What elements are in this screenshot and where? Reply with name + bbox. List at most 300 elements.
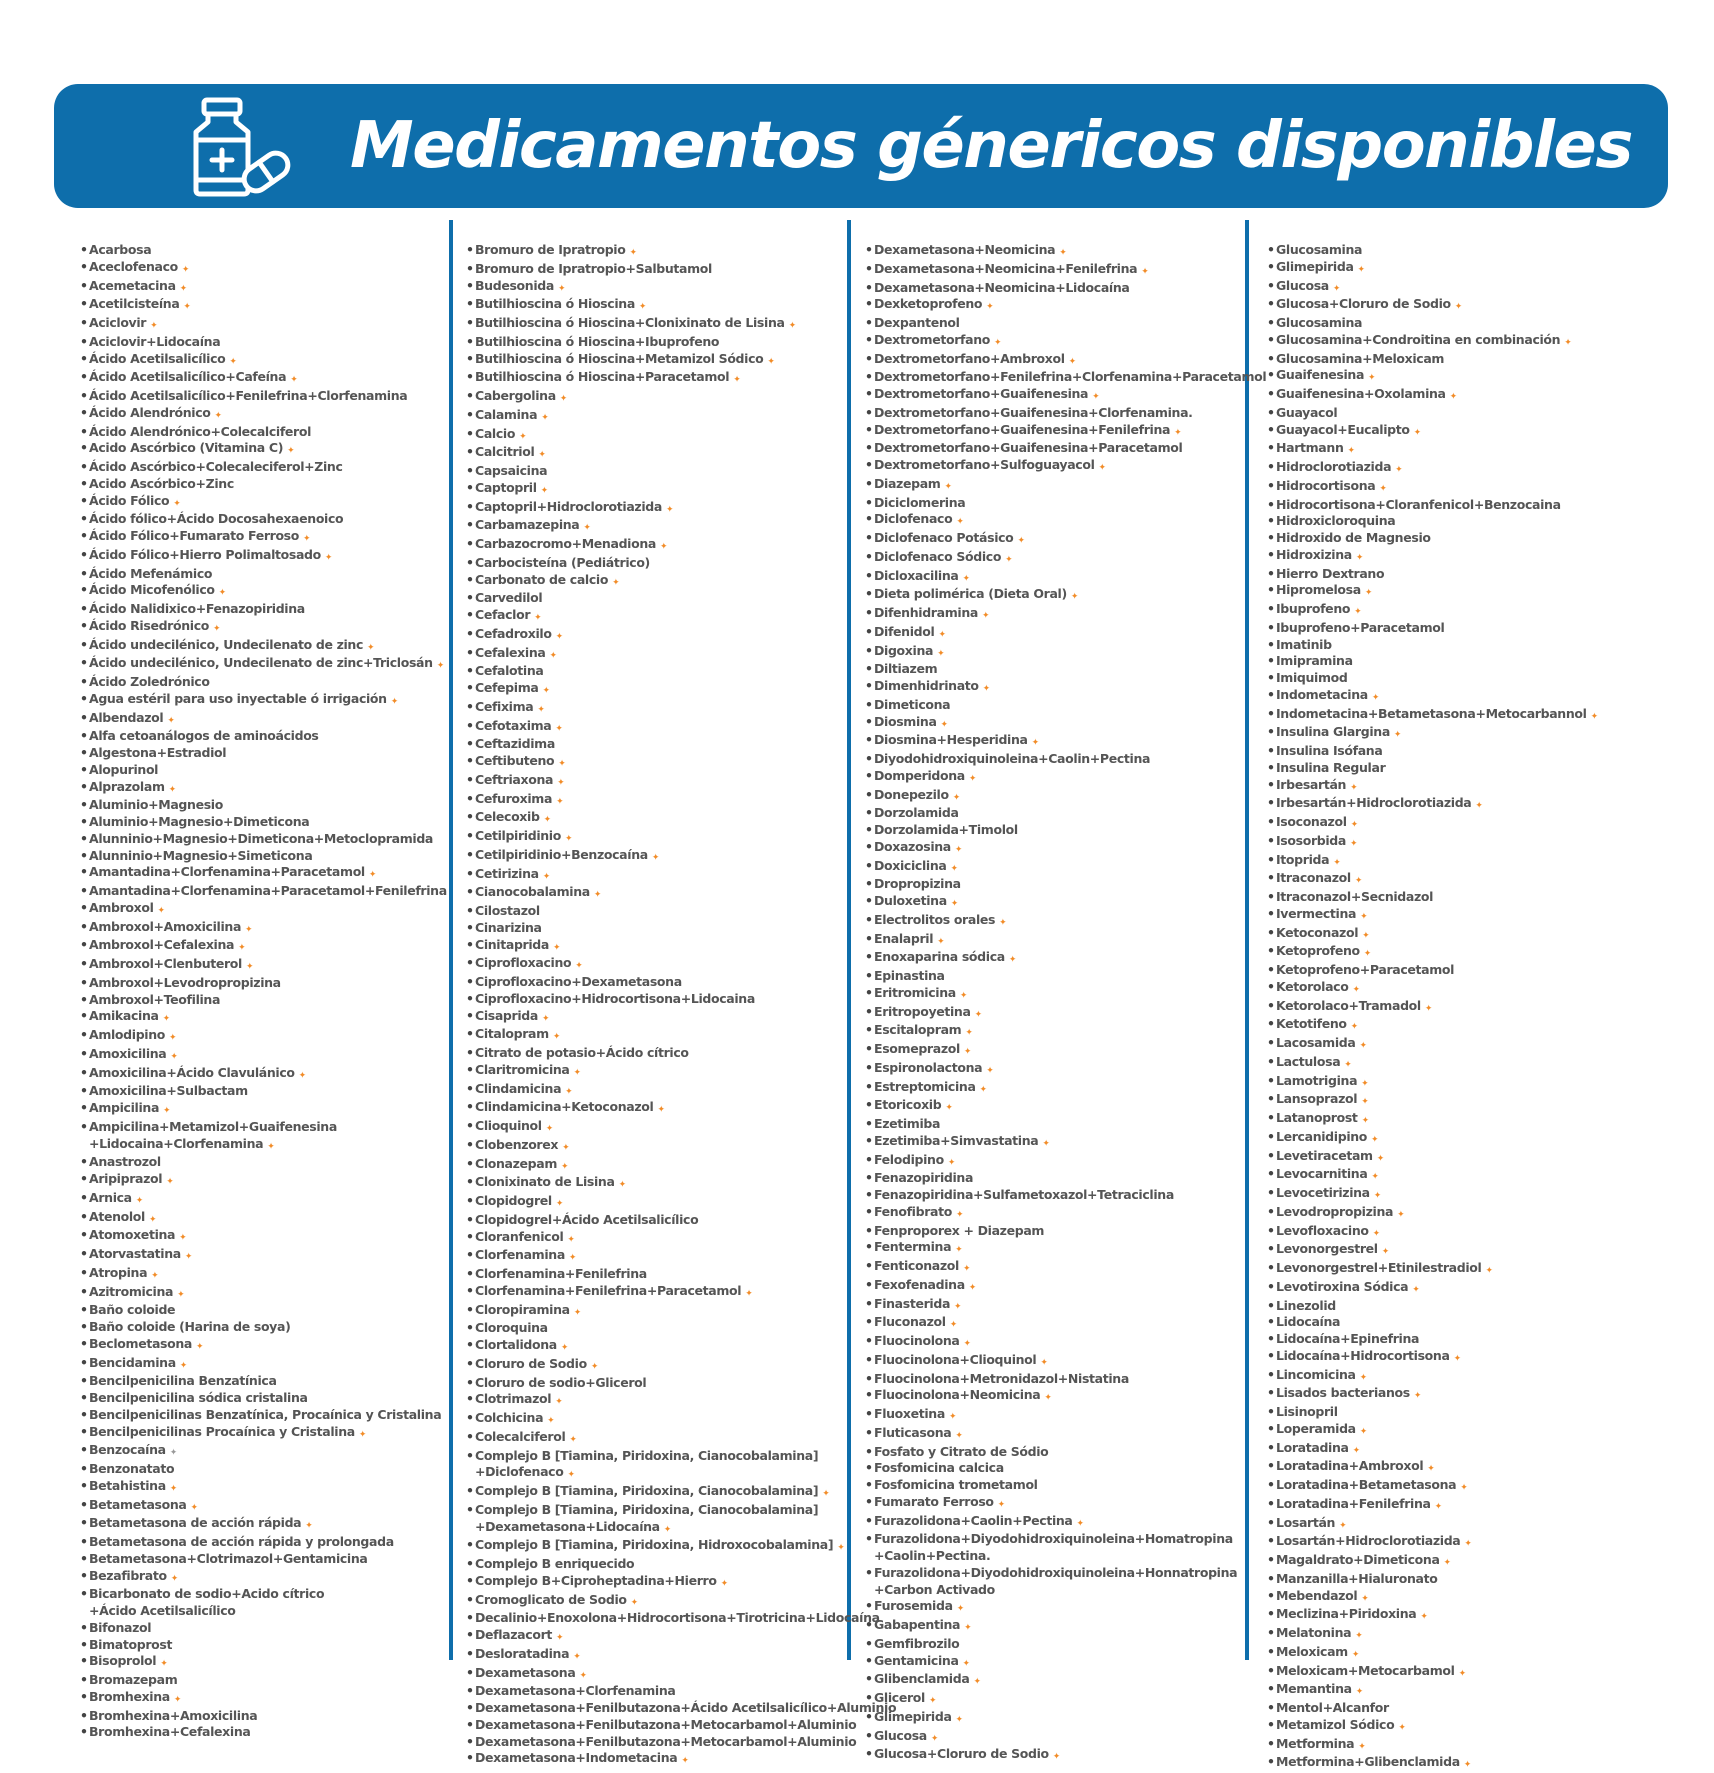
star-icon: ✦ xyxy=(183,302,191,313)
medication-name: Atomoxetina xyxy=(89,1227,176,1243)
medication-name: Agua estéril para uso inyectable ó irrigación xyxy=(89,690,387,706)
star-icon: ✦ xyxy=(542,686,550,696)
medication-name: Hipromelosa xyxy=(1276,582,1361,598)
medication-name: Meclizina+Piridoxina xyxy=(1276,1606,1417,1622)
medication-name: Itoprida xyxy=(1276,851,1330,867)
star-icon: ✦ xyxy=(162,1014,170,1025)
medication-item xyxy=(1267,1091,1598,1110)
medication-item xyxy=(1267,1073,1598,1092)
medication-item xyxy=(466,1700,896,1717)
medication-name: Fluoxetina xyxy=(874,1406,945,1421)
medication-name: Felodipino xyxy=(874,1151,944,1167)
star-icon: ✦ xyxy=(1453,1353,1461,1364)
medication-name: Levetiracetam xyxy=(1276,1147,1373,1163)
star-icon: ✦ xyxy=(1449,392,1457,402)
medication-item xyxy=(80,1551,447,1568)
medication-item xyxy=(1267,1421,1598,1440)
medication-item xyxy=(865,1565,1266,1582)
medication-name: Fluocinolona+Neomicina xyxy=(874,1387,1041,1403)
medication-name: Domperidona xyxy=(874,767,965,783)
medication-item xyxy=(80,278,447,297)
medication-name: Bencilpenicilinas Procaínica y Cristalina xyxy=(89,1423,355,1439)
medication-item xyxy=(466,1519,896,1538)
star-icon: ✦ xyxy=(955,1245,963,1256)
star-icon: ✦ xyxy=(179,1233,187,1244)
medication-name: Ketoprofeno xyxy=(1276,943,1360,959)
medication-item xyxy=(80,779,447,798)
medication-name: Furazolidona+Caolin+Pectina xyxy=(874,1512,1073,1528)
medication-item xyxy=(80,242,447,259)
medication-item xyxy=(466,334,896,351)
medication-item xyxy=(1267,1533,1598,1552)
medication-item xyxy=(1267,1035,1598,1054)
medication-name: Lactulosa xyxy=(1276,1053,1341,1069)
medication-name: Fosfomicina trometamol xyxy=(874,1477,1038,1492)
medication-item xyxy=(1267,1348,1598,1367)
medication-name: Diclofenaco Potásico xyxy=(874,530,1014,545)
medication-item xyxy=(1267,547,1598,566)
medication-item xyxy=(466,1410,896,1429)
medication-name: Bromazepam xyxy=(89,1672,178,1687)
star-icon: ✦ xyxy=(950,899,958,909)
medication-name: Anastrozol xyxy=(89,1154,161,1170)
star-icon: ✦ xyxy=(303,534,311,544)
star-icon: ✦ xyxy=(937,648,945,659)
medication-item xyxy=(466,753,896,772)
medication-name: Acido Ascórbico+Zinc xyxy=(89,475,234,491)
medication-item xyxy=(1267,1681,1598,1700)
medication-item xyxy=(466,884,896,903)
medication-name: Ketorolaco xyxy=(1276,978,1349,994)
star-icon: ✦ xyxy=(1398,1722,1406,1733)
medication-name: Butilhioscina ó Hioscina+Paracetamol xyxy=(475,369,730,385)
medication-item xyxy=(466,1627,896,1646)
medication-item xyxy=(1267,459,1598,478)
medication-name: Ambroxol+Levodropropizina xyxy=(89,974,281,990)
star-icon: ✦ xyxy=(151,1270,159,1281)
medication-name: Alopurinol xyxy=(89,761,159,777)
medication-item xyxy=(1267,1241,1598,1260)
medication-name: Glibenclamida xyxy=(874,1671,970,1687)
star-icon: ✦ xyxy=(630,1597,638,1608)
star-icon: ✦ xyxy=(1397,1209,1405,1220)
medication-item xyxy=(80,601,447,618)
medication-name: Lacosamida xyxy=(1276,1035,1356,1050)
medication-name: Cefotaxima xyxy=(475,717,552,733)
medication-name: Ácido undecilénico, Undecilenato de zinc+Triclosán xyxy=(89,655,433,671)
medication-item xyxy=(865,440,1266,457)
medication-name: Calamina xyxy=(475,406,538,422)
medication-name: Ácido Micofenólico xyxy=(89,582,215,598)
medication-item xyxy=(865,549,1266,568)
medication-item xyxy=(466,937,896,956)
medication-item xyxy=(466,1464,896,1483)
star-icon: ✦ xyxy=(173,1694,182,1705)
star-icon: ✦ xyxy=(651,852,660,863)
medication-item xyxy=(80,1442,447,1461)
star-icon: ✦ xyxy=(1358,1741,1366,1752)
medication-name: Complejo B+Ciproheptadina+Hierro xyxy=(475,1572,717,1588)
medication-item xyxy=(1267,315,1598,332)
medication-item xyxy=(1267,497,1598,514)
medication-item xyxy=(466,791,896,810)
medication-list-column-1 xyxy=(80,242,447,1741)
medication-item xyxy=(80,388,447,405)
star-icon: ✦ xyxy=(1371,1134,1379,1145)
star-icon: ✦ xyxy=(618,1180,626,1191)
medication-item xyxy=(1267,870,1598,889)
medication-name: Alprazolam xyxy=(89,778,165,794)
medication-name: Ácido Ascórbico+Colecaleciferol+Zinc xyxy=(89,459,343,474)
medication-item xyxy=(865,1636,1266,1653)
medication-name: Acemetacina xyxy=(89,277,176,293)
medication-name: Butilhioscina ó Hioscina+Ibuprofeno xyxy=(475,333,720,349)
star-icon: ✦ xyxy=(963,1339,971,1349)
medication-item xyxy=(1267,1754,1598,1773)
medication-item xyxy=(865,661,1266,678)
medication-item xyxy=(865,985,1266,1004)
star-icon: ✦ xyxy=(1381,1247,1389,1258)
medication-name: Fluocinolona xyxy=(874,1333,960,1348)
medication-name: Fenofibrato xyxy=(874,1203,952,1219)
medication-name: Cilostazol xyxy=(475,903,540,918)
medication-name: Complejo B [Tiamina, Piridoxina, Cianocobalamina] xyxy=(475,1483,819,1498)
medication-item xyxy=(466,903,896,920)
medication-name: Cefalotina xyxy=(475,663,544,679)
medication-item xyxy=(1267,743,1598,760)
medication-name: Eritromicina xyxy=(874,984,956,1000)
medication-name: Bencidamina xyxy=(89,1354,176,1370)
medication-item xyxy=(865,369,1266,386)
medication-name: Ambroxol+Amoxicilina xyxy=(89,918,242,934)
medication-name: Isosorbida xyxy=(1276,832,1346,848)
medication-name: Cefadroxilo xyxy=(475,625,552,641)
medication-name: Ácido Zoledrónico xyxy=(89,674,210,689)
medication-item xyxy=(80,728,447,745)
medication-name: Diciclomerina xyxy=(874,494,966,510)
star-icon: ✦ xyxy=(1485,1266,1493,1276)
medication-item xyxy=(865,839,1266,858)
star-icon: ✦ xyxy=(1017,536,1025,546)
star-icon: ✦ xyxy=(190,1502,198,1513)
star-icon: ✦ xyxy=(579,1670,587,1681)
medication-item xyxy=(466,444,896,463)
medication-name: Aripiprazol xyxy=(89,1171,163,1186)
medication-item xyxy=(1267,478,1598,497)
medication-name: Guayacol+Eucalipto xyxy=(1276,421,1410,437)
star-icon: ✦ xyxy=(245,962,254,972)
medication-item xyxy=(466,315,896,334)
medication-name: Espironolactona xyxy=(874,1059,983,1075)
medication-item xyxy=(865,476,1266,495)
medication-name: Cetilpiridinio+Benzocaína xyxy=(475,846,648,862)
medication-name: Fluticasona xyxy=(874,1424,952,1440)
medication-name: Butilhioscina ó Hioscina+Metamizol Sódico xyxy=(475,350,764,366)
medication-item xyxy=(865,1548,1266,1565)
medication-name: Capsaicina xyxy=(475,463,548,478)
star-icon: ✦ xyxy=(981,611,990,621)
medication-name: Difenhidramina xyxy=(874,605,978,620)
star-icon: ✦ xyxy=(1373,1191,1381,1201)
medication-name: Baño coloide xyxy=(89,1302,176,1318)
medication-item xyxy=(865,1513,1266,1532)
medication-item xyxy=(80,493,447,512)
star-icon: ✦ xyxy=(170,1573,178,1584)
medication-name: Carbocisteína (Pediátrico) xyxy=(475,554,650,570)
medication-item xyxy=(1267,242,1598,259)
medication-item xyxy=(466,699,896,718)
medication-name: Benzonatato xyxy=(89,1461,175,1476)
star-icon: ✦ xyxy=(1076,1518,1084,1529)
medication-item xyxy=(80,259,447,278)
medication-item xyxy=(865,768,1266,787)
medication-item xyxy=(865,732,1266,751)
medication-name: Etoricoxib xyxy=(874,1097,942,1113)
star-icon: ✦ xyxy=(956,517,964,528)
medication-name: Clorfenamina+Fenilefrina+Paracetamol xyxy=(475,1282,742,1298)
medication-item xyxy=(80,369,447,388)
medication-item xyxy=(1267,795,1598,814)
star-icon: ✦ xyxy=(564,834,573,844)
medication-item xyxy=(466,1537,896,1556)
medication-item xyxy=(865,530,1266,549)
star-icon: ✦ xyxy=(1475,801,1483,812)
medication-name: Ácido Mefenámico xyxy=(89,565,213,581)
medication-item xyxy=(1267,1314,1598,1331)
medication-name: Fenazopiridina+Sulfametoxazol+Tetraciclina xyxy=(874,1187,1174,1202)
star-icon: ✦ xyxy=(549,650,557,661)
star-icon: ✦ xyxy=(213,623,221,634)
star-icon: ✦ xyxy=(1393,730,1402,741)
medication-item xyxy=(1267,1736,1598,1755)
medication-item xyxy=(80,1246,447,1265)
star-icon: ✦ xyxy=(659,542,668,552)
medication-item xyxy=(1267,833,1598,852)
medication-name: Acetilcisteína xyxy=(89,296,180,312)
medication-item xyxy=(80,1424,447,1443)
medication-item xyxy=(865,1296,1266,1315)
medication-name: Dicloxacilina xyxy=(874,567,959,583)
medication-item xyxy=(1267,998,1598,1017)
medication-item xyxy=(1267,405,1598,422)
medication-item xyxy=(1267,1588,1598,1607)
medication-item xyxy=(466,1302,896,1321)
medication-name: Dieta polimérica (Dieta Oral) xyxy=(874,586,1067,602)
medication-item xyxy=(865,1204,1266,1223)
star-icon: ✦ xyxy=(733,375,741,386)
star-icon: ✦ xyxy=(562,1142,570,1153)
star-icon: ✦ xyxy=(1068,356,1076,367)
medication-item xyxy=(80,1046,447,1065)
medication-name: Clorfenamina xyxy=(475,1247,565,1263)
star-icon: ✦ xyxy=(436,661,444,672)
medication-item xyxy=(1267,386,1598,405)
star-icon: ✦ xyxy=(1363,949,1371,960)
medication-name: Alfa cetoanálogos de aminoácidos xyxy=(89,728,319,744)
medication-name: Clobenzorex xyxy=(475,1136,559,1152)
medication-name: Cabergolina xyxy=(475,388,556,403)
star-icon: ✦ xyxy=(575,961,583,972)
medication-item xyxy=(865,714,1266,733)
star-icon: ✦ xyxy=(568,1253,577,1264)
medication-name: Bromhexina+Amoxicilina xyxy=(89,1707,258,1723)
medication-item xyxy=(865,968,1266,985)
medication-item xyxy=(865,1079,1266,1098)
star-icon: ✦ xyxy=(555,723,563,734)
star-icon: ✦ xyxy=(166,1177,174,1187)
star-icon: ✦ xyxy=(298,1070,306,1081)
medication-item xyxy=(80,1689,447,1708)
medication-item xyxy=(466,1081,896,1100)
star-icon: ✦ xyxy=(287,446,295,457)
medication-name: Lincomicina xyxy=(1276,1366,1356,1382)
medication-item xyxy=(865,1444,1266,1461)
medication-item xyxy=(80,1154,447,1171)
medication-name: Desloratadina xyxy=(475,1645,570,1661)
medication-item xyxy=(865,332,1266,351)
star-icon: ✦ xyxy=(324,552,333,563)
star-icon: ✦ xyxy=(956,1604,964,1615)
medication-item xyxy=(1267,777,1598,796)
medication-name: Captopril+Hidroclorotiazida xyxy=(475,498,662,514)
star-icon: ✦ xyxy=(1460,1483,1468,1493)
medication-item xyxy=(466,736,896,753)
medication-name: Loratadina xyxy=(1276,1439,1349,1455)
page-title: Medicamentos génericos disponibles xyxy=(350,109,1632,183)
medication-item xyxy=(80,745,447,762)
medication-name: Aceclofenaco xyxy=(89,258,178,274)
star-icon: ✦ xyxy=(1031,738,1039,749)
medication-name: Cefuroxima xyxy=(475,790,553,806)
medication-item xyxy=(865,1582,1266,1599)
medication-item xyxy=(865,1133,1266,1152)
medication-name: Itraconazol xyxy=(1276,870,1351,886)
medication-name: Dextrometorfano+Ambroxol xyxy=(874,350,1065,366)
star-icon: ✦ xyxy=(788,321,796,331)
star-icon: ✦ xyxy=(1362,930,1370,941)
medication-name: Doxazosina xyxy=(874,838,951,854)
star-icon: ✦ xyxy=(1141,266,1149,277)
medication-item xyxy=(865,1653,1266,1672)
medication-name: Mebendazol xyxy=(1276,1587,1358,1603)
medication-name: Fluocinolona+Metronidazol+Nistatina xyxy=(874,1370,1129,1386)
star-icon: ✦ xyxy=(1333,857,1341,868)
star-icon: ✦ xyxy=(767,356,775,367)
medication-item xyxy=(80,1265,447,1284)
medication-name: Guayacol xyxy=(1276,404,1338,420)
star-icon: ✦ xyxy=(177,1289,185,1300)
star-icon: ✦ xyxy=(555,1199,564,1209)
medication-name: Ácido Risedrónico xyxy=(89,617,210,633)
medication-item xyxy=(466,1193,896,1212)
medication-name: Bicarbonato de sodio+Acido cítrico xyxy=(89,1586,325,1602)
medication-name: Hidroxido de Magnesio xyxy=(1276,530,1431,545)
medication-name: Complejo B [Tiamina, Piridoxina, Hidroxocobalamina] xyxy=(475,1537,834,1553)
star-icon: ✦ xyxy=(545,1124,553,1134)
star-icon: ✦ xyxy=(1059,248,1067,258)
medication-name: Complejo B [Tiamina, Piridoxina, Cianocobalamina] xyxy=(475,1447,819,1463)
medication-item xyxy=(1267,1625,1598,1644)
medication-item xyxy=(466,1502,896,1519)
star-icon: ✦ xyxy=(1359,1041,1367,1051)
star-icon: ✦ xyxy=(179,1360,187,1371)
star-icon: ✦ xyxy=(997,1499,1005,1510)
medication-name: Gabapentina xyxy=(874,1617,961,1632)
medication-item xyxy=(80,476,447,493)
medication-item xyxy=(1267,1367,1598,1386)
medication-name: Hidrocortisona xyxy=(1276,477,1376,493)
medication-item xyxy=(865,787,1266,806)
star-icon: ✦ xyxy=(1379,483,1387,494)
medication-item xyxy=(80,1637,447,1654)
star-icon: ✦ xyxy=(974,1009,982,1020)
star-icon: ✦ xyxy=(218,588,226,599)
star-icon: ✦ xyxy=(565,1086,573,1097)
medication-name: Diltiazem xyxy=(874,661,938,677)
medication-name: Captopril xyxy=(475,479,537,495)
medication-name: Amantadina+Clorfenamina+Paracetamol+Fenilefrina xyxy=(89,883,447,898)
medication-item xyxy=(466,1556,896,1573)
medication-item xyxy=(865,605,1266,624)
star-icon: ✦ xyxy=(1464,1539,1472,1550)
medication-name: Ácido Alendrónico+Colecalciferol xyxy=(89,423,312,439)
medication-item xyxy=(466,555,896,572)
star-icon: ✦ xyxy=(837,1543,845,1554)
star-icon: ✦ xyxy=(557,283,566,294)
medication-name: Acarbosa xyxy=(89,242,152,257)
medication-name: Aciclovir+Lidocaína xyxy=(89,333,221,349)
medication-item xyxy=(1267,1110,1598,1129)
medication-item xyxy=(1267,1458,1598,1477)
medication-item xyxy=(466,1283,896,1302)
medication-name: Dextrometorfano+Fenilefrina+Clorfenamina+Paracetamol xyxy=(874,369,1267,385)
medication-item xyxy=(80,1083,447,1100)
medication-name: Carbamazepina xyxy=(475,517,580,533)
medication-item xyxy=(80,1603,447,1620)
medication-name: Ketoconazol xyxy=(1276,924,1359,940)
star-icon: ✦ xyxy=(290,375,298,386)
medication-item xyxy=(865,1170,1266,1187)
medication-item xyxy=(1267,530,1598,547)
medication-name: Difenidol xyxy=(874,623,935,639)
star-icon: ✦ xyxy=(937,936,945,947)
medication-name: Fosfomicina calcica xyxy=(874,1460,1004,1476)
medication-item xyxy=(466,426,896,445)
medication-name: Ácido fólico+Ácido Docosahexaenoico xyxy=(89,511,344,527)
medication-name: Amlodipino xyxy=(89,1027,166,1042)
medication-name: Ketotifeno xyxy=(1276,1016,1347,1032)
medication-item xyxy=(466,407,896,426)
column-divider xyxy=(449,220,453,1660)
medication-name: Glucosa xyxy=(874,1727,927,1743)
medication-name: Itraconazol+Secnidazol xyxy=(1276,889,1434,904)
star-icon: ✦ xyxy=(305,1521,313,1532)
star-icon: ✦ xyxy=(947,1157,956,1168)
medication-name: Enalapril xyxy=(874,930,934,946)
medication-name: Ezetimiba+Simvastatina xyxy=(874,1132,1039,1148)
medication-name: Duloxetina xyxy=(874,893,947,908)
star-icon: ✦ xyxy=(543,815,551,826)
medication-name: Carbonato de calcio xyxy=(475,571,609,587)
star-icon: ✦ xyxy=(1352,984,1360,995)
medication-item xyxy=(80,1136,447,1155)
medication-item xyxy=(466,536,896,555)
medication-name: +Ácido Acetilsalicílico xyxy=(89,1603,236,1618)
star-icon: ✦ xyxy=(583,523,591,534)
star-icon: ✦ xyxy=(593,890,602,901)
star-icon: ✦ xyxy=(665,504,674,515)
star-icon: ✦ xyxy=(558,759,566,769)
